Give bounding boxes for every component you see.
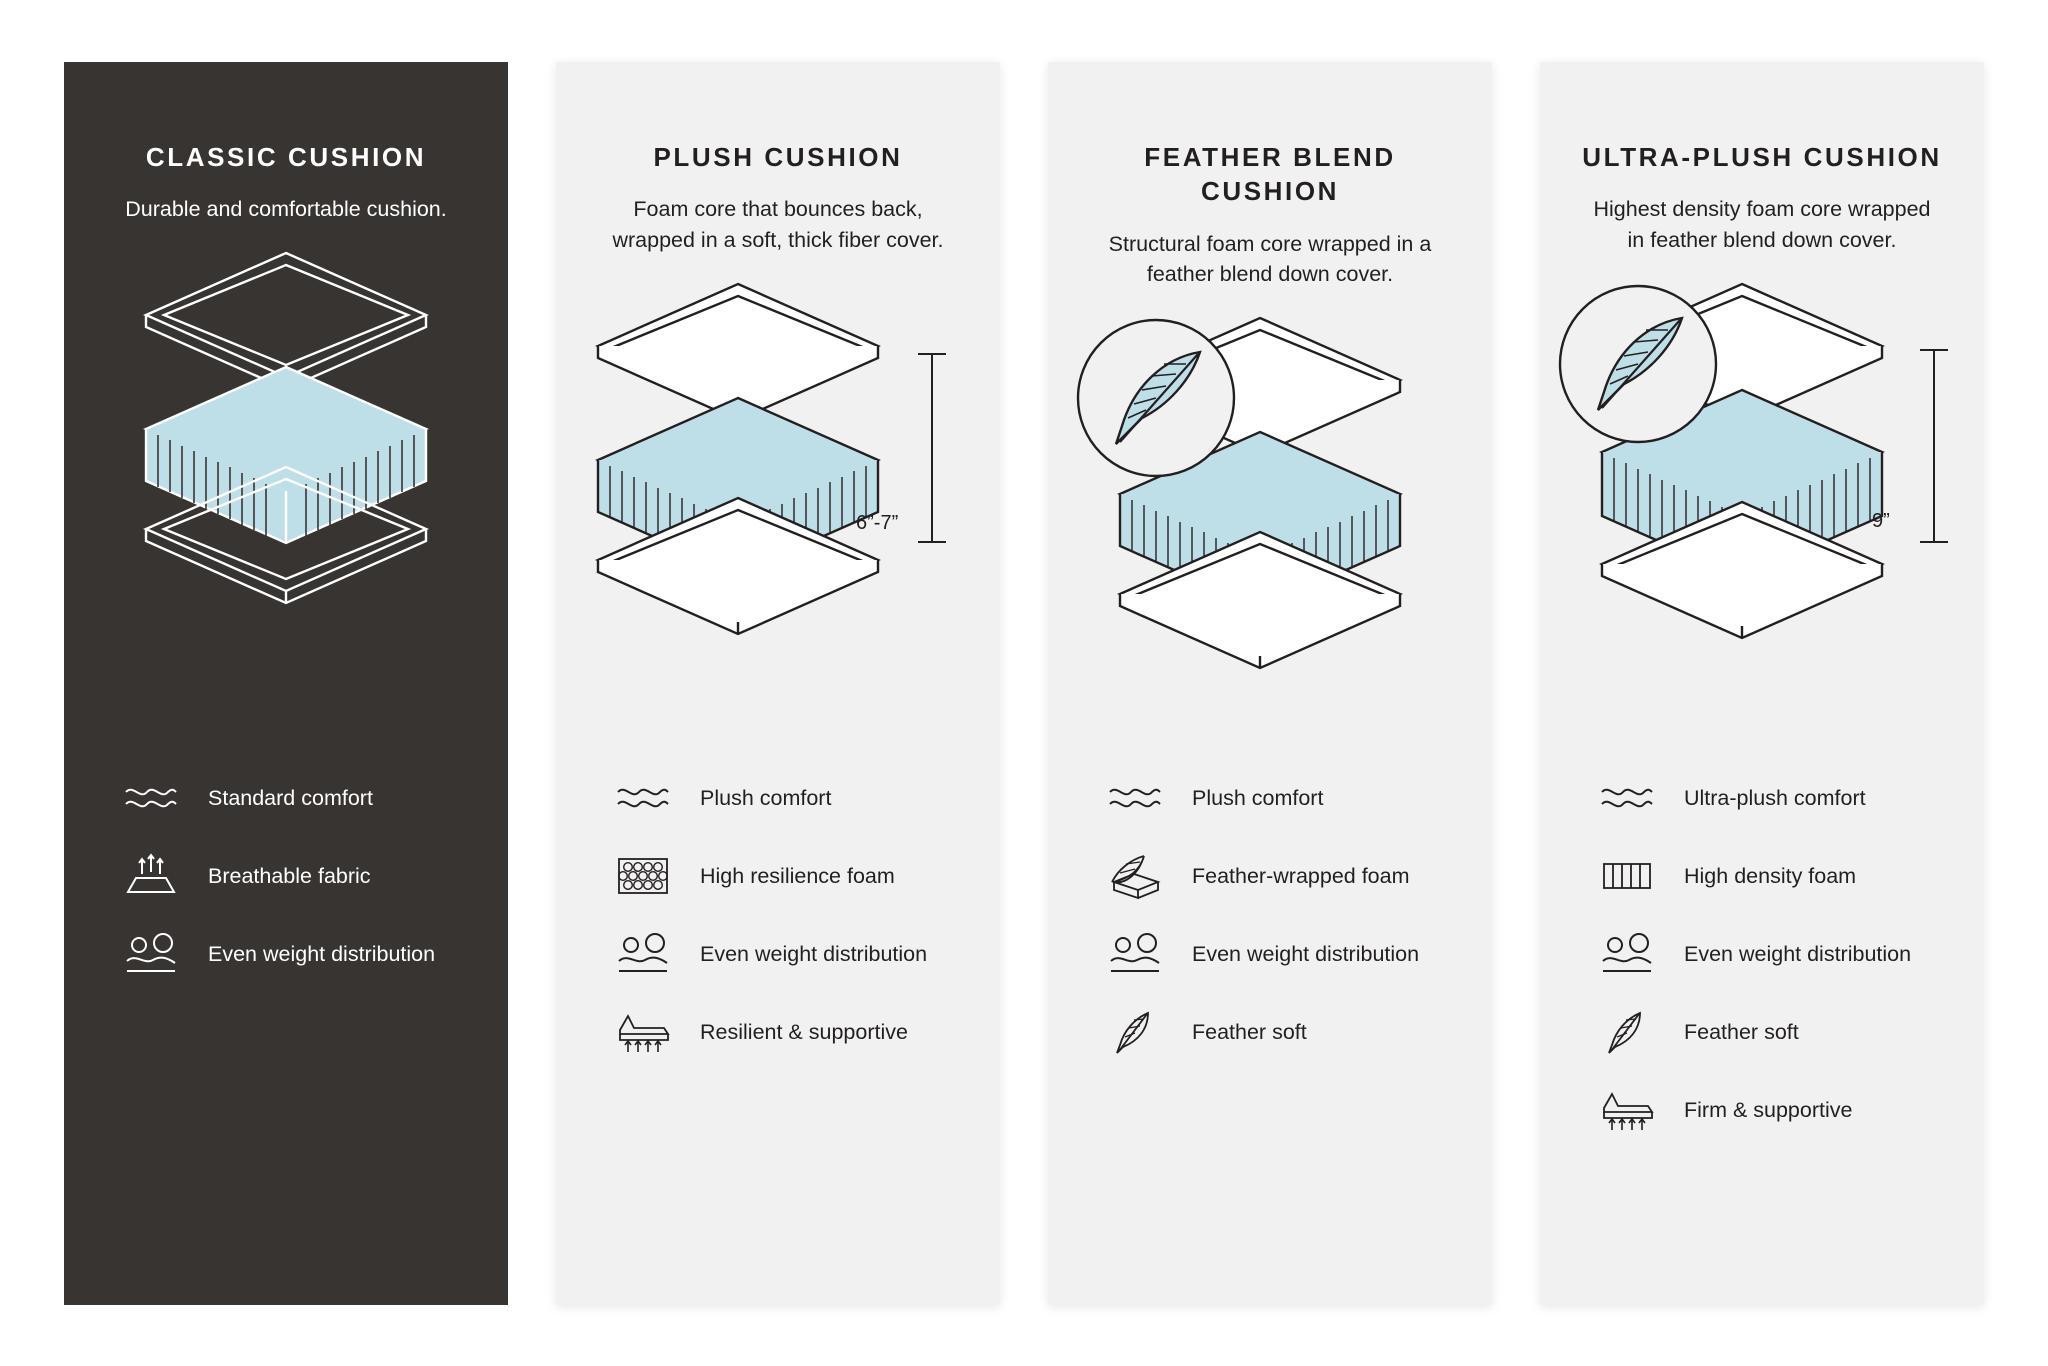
list-item — [1592, 924, 1932, 984]
list-item — [1100, 924, 1440, 984]
cushion-exploded-illustration — [1540, 270, 1984, 740]
list-item — [1100, 846, 1440, 906]
cushion-exploded-illustration — [1048, 304, 1492, 774]
dimension-marker — [1920, 350, 1948, 542]
feature-label: Breathable fabric — [208, 863, 371, 888]
resilience-foam-icon — [608, 847, 678, 905]
feature-list — [1048, 768, 1492, 1080]
list-item — [1592, 768, 1932, 828]
page-title: PLUSH CUSHION — [653, 142, 903, 172]
feature-label: Standard comfort — [208, 785, 373, 810]
feather-wrapped-foam-icon — [1100, 847, 1170, 905]
feature-label: Feather-wrapped foam — [1192, 863, 1410, 888]
card-plush-cushion — [556, 62, 1000, 1305]
even-weight-icon — [116, 925, 186, 983]
feature-label: Even weight distribution — [1192, 941, 1420, 966]
feature-list — [556, 768, 1000, 1080]
list-item — [608, 1002, 948, 1062]
feature-label: Feather soft — [1192, 1019, 1307, 1044]
cushion-exploded-illustration — [556, 270, 1000, 740]
supportive-icon — [608, 1003, 678, 1061]
feature-label: Plush comfort — [700, 785, 832, 810]
cushion-exploded-illustration — [64, 239, 508, 709]
even-weight-icon — [1100, 925, 1170, 983]
feature-label: Firm & supportive — [1684, 1097, 1853, 1122]
list-item — [1100, 1002, 1440, 1062]
wave-comfort-icon — [1100, 769, 1170, 827]
wave-comfort-icon — [1592, 769, 1662, 827]
page-title: CLASSIC CUSHION — [145, 142, 427, 172]
dimension-label: 6”-7” — [856, 511, 899, 534]
feature-label: Resilient & supportive — [700, 1019, 908, 1044]
list-item — [116, 924, 456, 984]
feature-label: High density foam — [1684, 863, 1857, 888]
dimension-label: 9” — [1872, 509, 1890, 532]
feature-label: Ultra-plush comfort — [1684, 785, 1866, 810]
card-description: Highest density foam core wrapped in feather blend down cover. — [1593, 197, 1931, 253]
high-density-foam-icon — [1592, 847, 1662, 905]
breathable-fabric-icon — [116, 847, 186, 905]
feather-icon — [1100, 1003, 1170, 1061]
page-title: ULTRA-PLUSH CUSHION — [1582, 142, 1942, 172]
wave-comfort-icon — [608, 769, 678, 827]
list-item — [116, 846, 456, 906]
feather-badge-icon — [1560, 286, 1716, 442]
feature-label: Even weight distribution — [208, 941, 436, 966]
card-ultra-plush-cushion — [1540, 62, 1984, 1305]
feature-label: High resilience foam — [700, 863, 895, 888]
list-item — [608, 768, 948, 828]
card-classic-cushion — [64, 62, 508, 1305]
feature-label: Even weight distribution — [1684, 941, 1912, 966]
list-item — [1592, 1080, 1932, 1140]
wave-comfort-icon — [116, 769, 186, 827]
card-description: Durable and comfortable cushion. — [125, 197, 447, 222]
even-weight-icon — [608, 925, 678, 983]
card-description: Foam core that bounces back, wrapped in a soft, thick fiber cover. — [612, 197, 944, 253]
even-weight-icon — [1592, 925, 1662, 983]
card-description: Structural foam core wrapped in a feather blend down cover. — [1108, 231, 1432, 287]
list-item — [116, 768, 456, 828]
foam-core-layer — [146, 367, 426, 543]
supportive-icon — [1592, 1081, 1662, 1139]
dimension-marker — [918, 354, 946, 542]
page-title: FEATHER BLEND CUSHION — [1144, 142, 1396, 207]
feature-list — [64, 768, 508, 1002]
feature-label: Even weight distribution — [700, 941, 928, 966]
card-feather-blend-cushion — [1048, 62, 1492, 1305]
list-item — [608, 846, 948, 906]
list-item — [1592, 1002, 1932, 1062]
list-item — [1100, 768, 1440, 828]
feature-label: Plush comfort — [1192, 785, 1324, 810]
feature-list — [1540, 768, 1984, 1158]
list-item — [608, 924, 948, 984]
feather-badge-icon — [1078, 320, 1234, 476]
feather-icon — [1592, 1003, 1662, 1061]
feature-label: Feather soft — [1684, 1019, 1799, 1044]
list-item — [1592, 846, 1932, 906]
